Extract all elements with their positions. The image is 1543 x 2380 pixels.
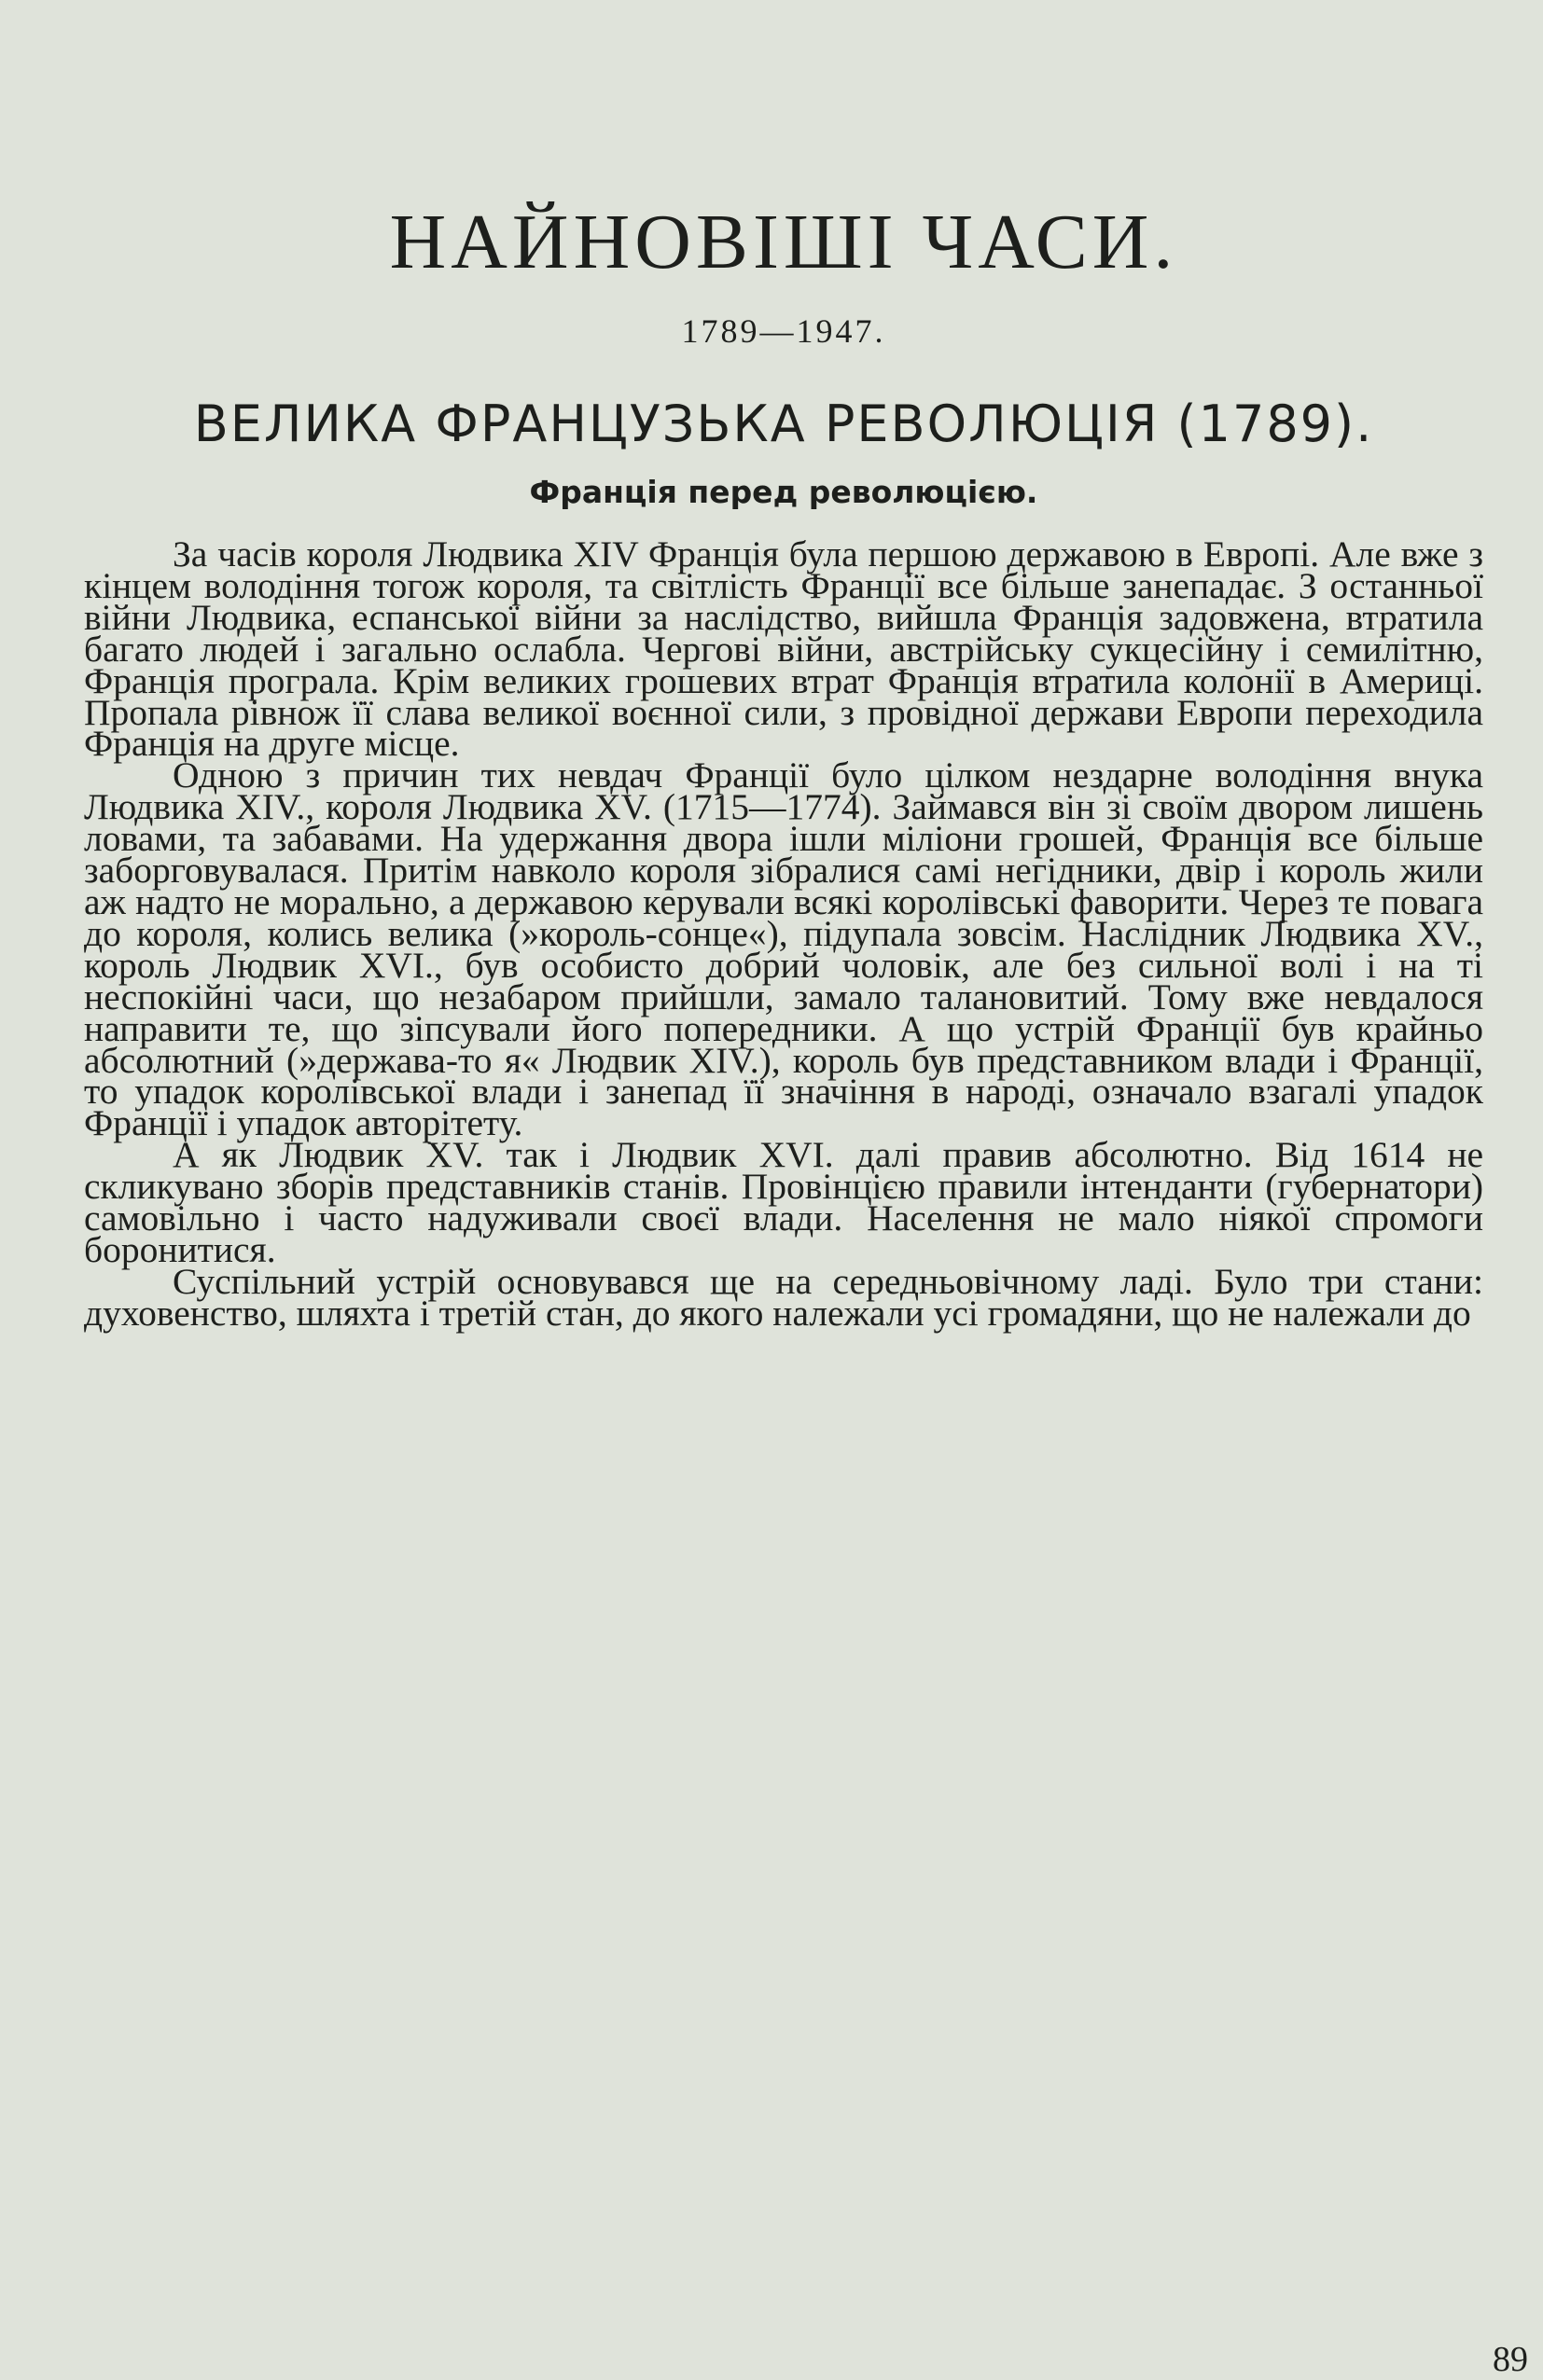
section-title: НАЙНОВІШІ ЧАСИ. <box>389 199 1178 285</box>
book-page <box>84 196 1528 2379</box>
paragraph: За часів короля Людвика XIV Франція була першою державою в Европі. Але вже з кінцем володіння тогож короля, та світлість Франції все більше занепадає. З останньої війни Людвика, еспанської війни за наслідство, вийшла Франція задовжена, втратила багато людей і загально ослабла. Чергові війни, австрійську сукцесійну і семилітню, Франція програла. Крім великих грошевих втрат Франція втратила колонії в Америці. Пропала рівнож її слава великої воєнної сили, з провідної держави Европи переходила Франція на друге місце. <box>84 533 1483 765</box>
page-number: 89 <box>1493 2340 1528 2379</box>
paragraph: Одною з причин тих невдач Франції було цілком нездарне володіння внука Людвика XIV., короля Людвика XV. (1715—1774). Займався він зі своїм двором лишень ловами, та забавами. На удержання двора ішли міліони грошей, Франція все більше заборговувалася. Притім навколо короля зібралися самі негідники, двір і король жили аж надто не морально, а державою керували всякі королівські фаворити. Через те повага до короля, колись велика (»король-сонце«), підупала зовсім. Наслідник Людвика XV., король Людвик XVI., був особисто добрий чоловік, але без сильної волі і на ті неспокійні часи, що незабаром прийшли, замало талановитий. Тому вже невдалося направити те, що зіпсували його попередники. А що устрій Франції був крайньо абсолютний (»держава-то я« Людвик XIV.), король був представником влади і Франції, то упадок королівської влади і занепад її значіння в народі, означало взагалі упадок Франції і упадок авторітету. <box>84 754 1483 1144</box>
section-years: 1789—1947. <box>681 312 886 350</box>
paragraph: Суспільний устрій основувався ще на середньовічному ладі. Було три стани: духовенство, шляхта і третій стан, до якого належали усі громадяни, що не належали до <box>84 1260 1483 1334</box>
paragraph: А як Людвик XV. так і Людвик XVI. далі правив абсолютно. Від 1614 не скликувано зборів представників станів. Провінцією правили інтенданти (губернатори) самовільно і часто надуживали своєї влади. Населення не мало ніякої спромоги боронитися. <box>84 1134 1483 1270</box>
body-text <box>84 533 1483 1334</box>
chapter-subtitle: Франція перед революцією. <box>529 474 1038 510</box>
chapter-title: ВЕЛИКА ФРАНЦУЗЬКА РЕВОЛЮЦІЯ (1789). <box>193 394 1374 453</box>
